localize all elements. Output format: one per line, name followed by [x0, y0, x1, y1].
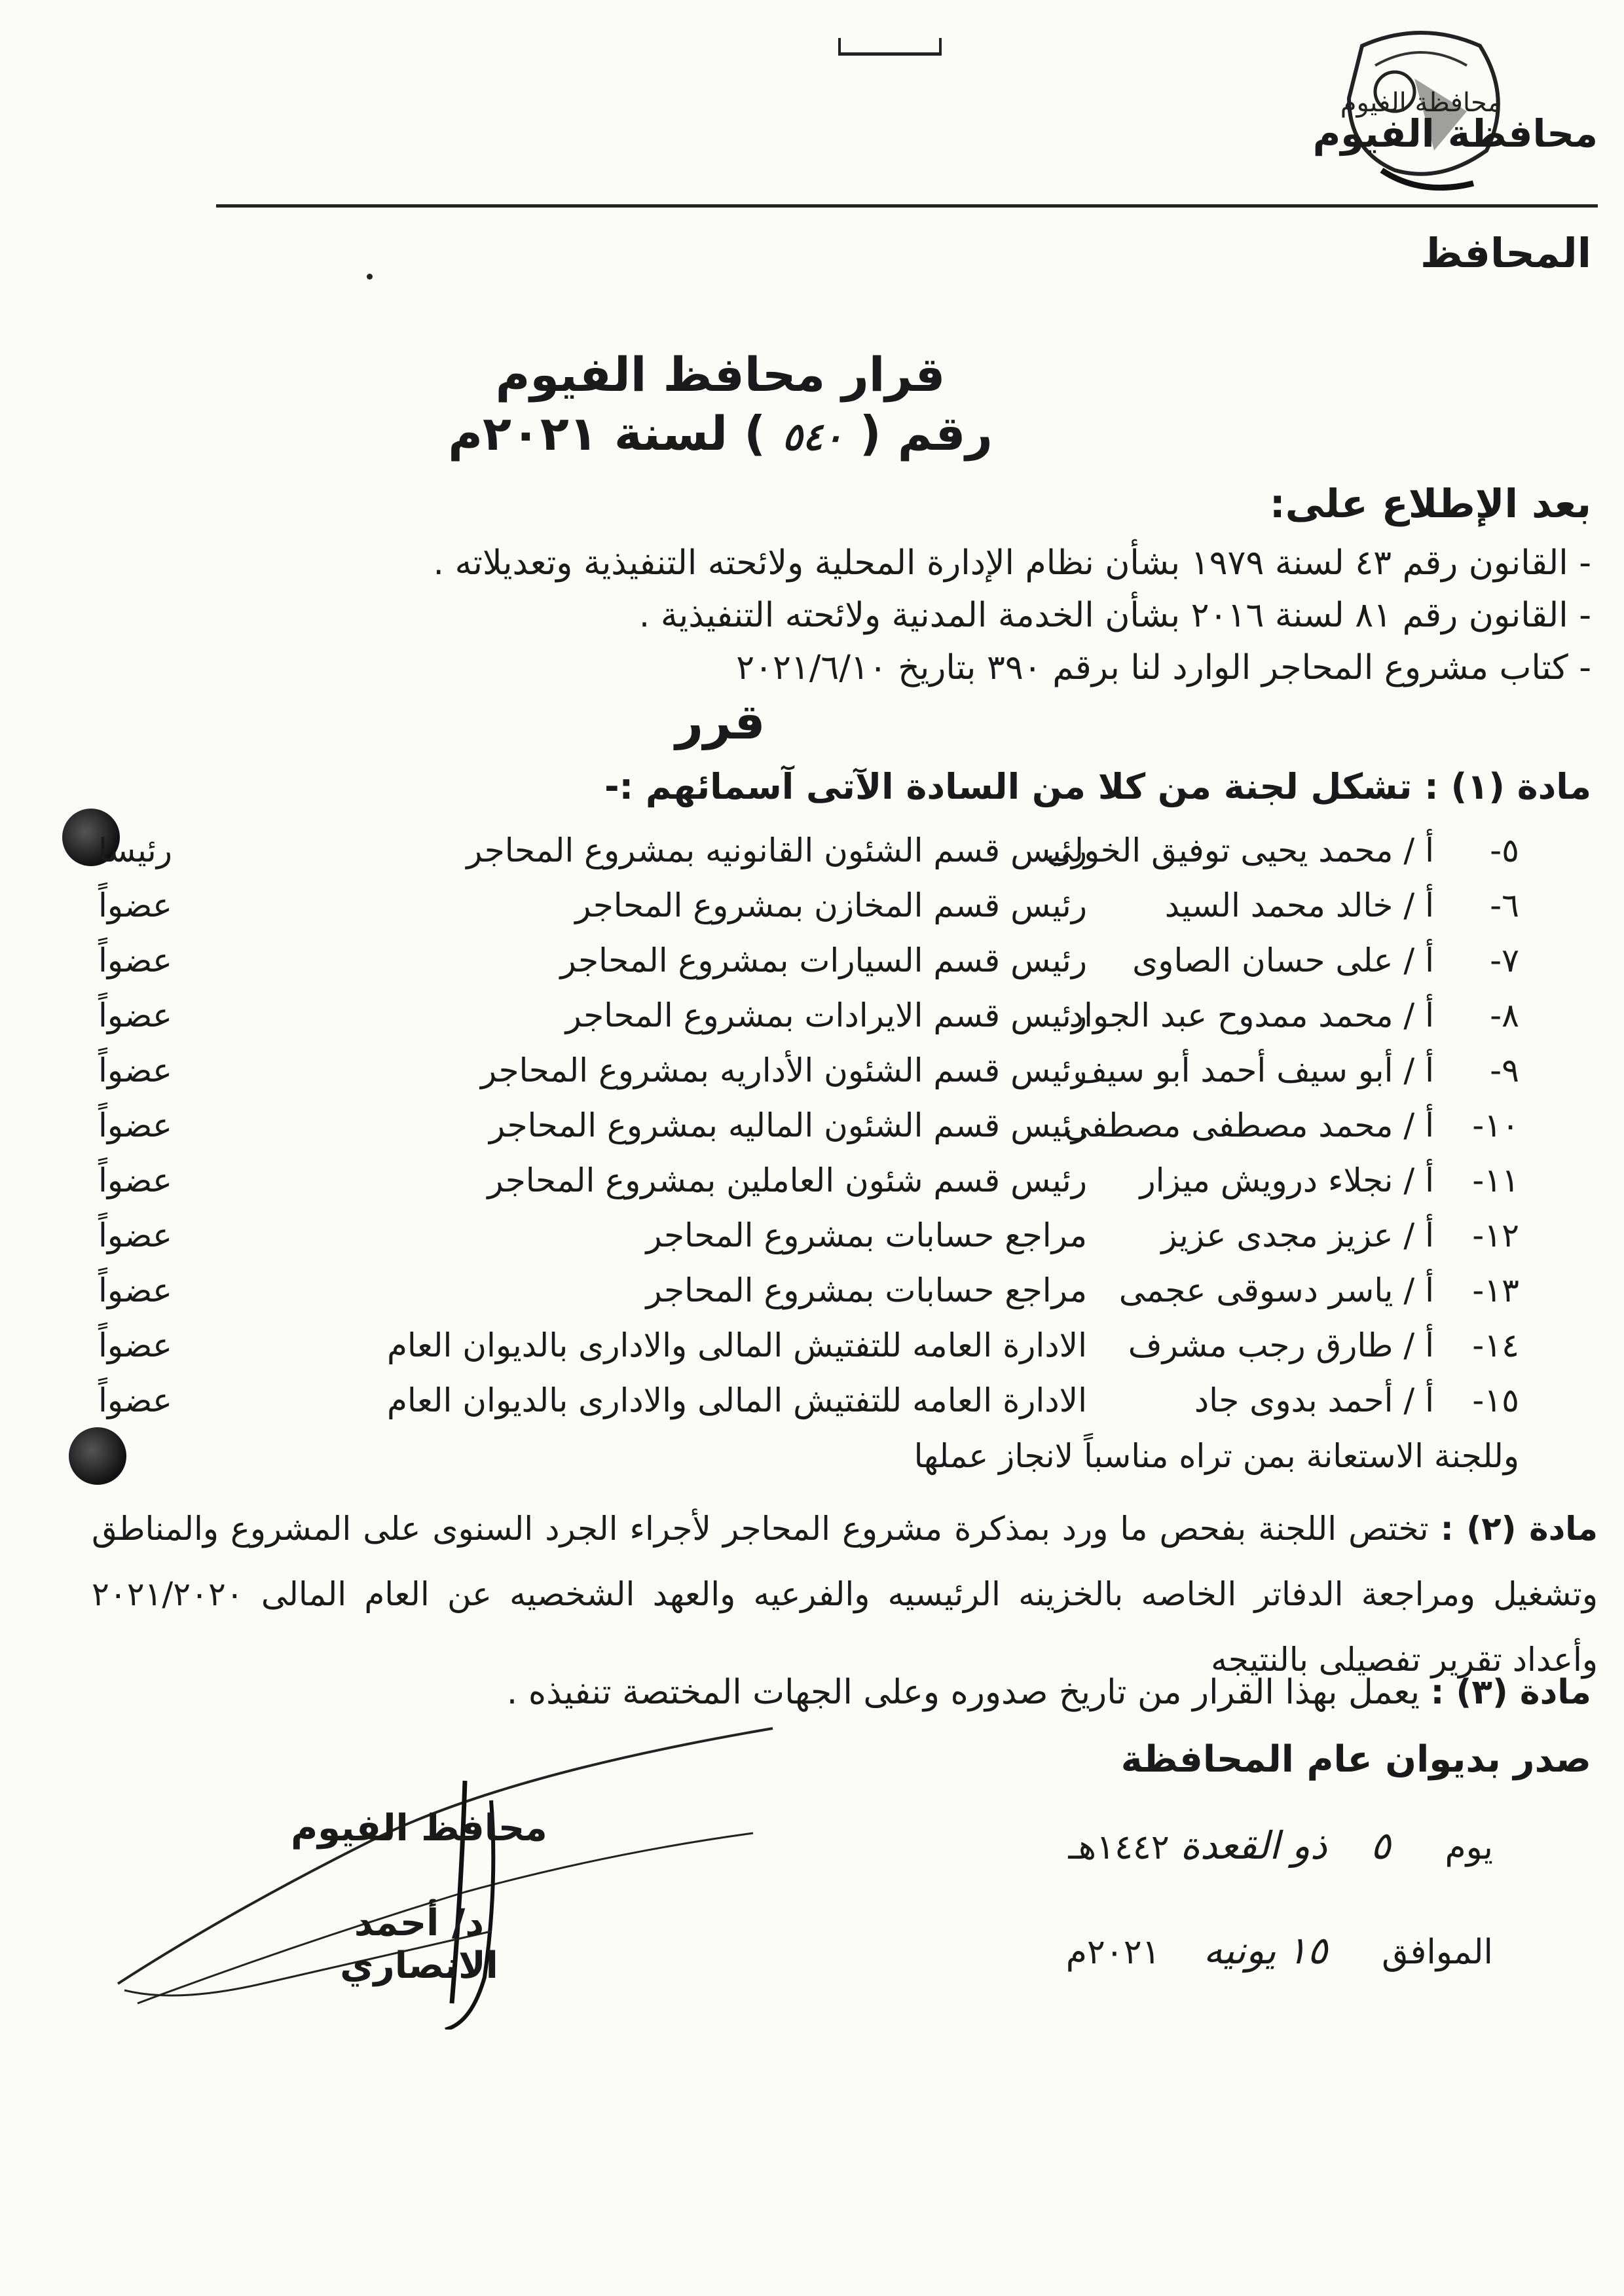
member-title: رئيس قسم الشئون الماليه بمشروع المحاجر — [489, 1106, 1087, 1144]
header-divider — [216, 204, 1598, 208]
members-table — [0, 831, 1624, 1421]
member-title: رئيس قسم الشئون الأداريه بمشروع المحاجر — [481, 1051, 1087, 1089]
gregorian-label: الموافق — [1382, 1933, 1493, 1972]
member-name: أ / نجلاء درويش ميزار — [1139, 1161, 1434, 1199]
table-row — [0, 831, 1624, 884]
article-3-label: مادة (٣) : — [1430, 1673, 1591, 1712]
number-prefix: رقم ( — [859, 406, 993, 461]
preamble-item-3: - كتاب مشروع المحاجر الوارد لنا برقم ٣٩٠ بتاريخ ٢٠٢١/٦/١٠ — [736, 648, 1591, 687]
member-number: ١٤- — [1472, 1326, 1519, 1364]
member-title: رئيس قسم شئون العاملين بمشروع المحاجر — [487, 1161, 1087, 1199]
member-number: ١٣- — [1472, 1271, 1519, 1309]
punch-hole — [69, 1427, 126, 1485]
article-1-text: تشكل لجنة من كلا من السادة الآتى آسمائهم :- — [604, 766, 1412, 807]
article-1-label: مادة (١) : — [1424, 766, 1591, 807]
preamble-item-2: - القانون رقم ٨١ لسنة ٢٠١٦ بشأن الخدمة المدنية ولائحته التنفيذية . — [638, 596, 1591, 635]
speck — [367, 274, 373, 280]
table-row — [0, 1106, 1624, 1159]
hijri-day: ٥ — [1370, 1823, 1391, 1868]
member-number: ٦- — [1490, 886, 1519, 924]
member-role: عضواً — [98, 1161, 172, 1199]
member-role: عضواً — [98, 1051, 172, 1089]
member-name: أ / عزيز مجدى عزيز — [1161, 1216, 1434, 1254]
article-2-text: تختص اللجنة بفحص ما ورد بمذكرة مشروع المحاجر لأجراء الجرد السنوى على المشروع والمناطق وتشغيل ومراجعة الدفاتر الخاصه بالخزينه الرئيسيه والفرعيه والعهد الشخصيه عن العام المالى ٢٠٢١/٢٠٢٠ وأعداد تقرير تفصيلى بالنتيجه — [92, 1510, 1598, 1679]
top-mark — [838, 38, 942, 56]
member-role: رئيسا — [98, 831, 172, 869]
table-row — [0, 1216, 1624, 1269]
member-name: أ / خالد محمد السيد — [1164, 886, 1434, 924]
decree-number: ٥٤٠ — [782, 414, 843, 459]
member-number: ٥- — [1490, 831, 1519, 869]
signatory-name: د/ أحمد الانصاري — [340, 1902, 498, 1987]
member-title: رئيس قسم الايرادات بمشروع المحاجر — [565, 996, 1087, 1034]
issued-label: صدر بديوان عام المحافظة — [1120, 1738, 1591, 1781]
preamble-item-1: - القانون رقم ٤٣ لسنة ١٩٧٩ بشأن نظام الإدارة المحلية ولائحته التنفيذية وتعديلاته . — [433, 543, 1591, 583]
table-row — [0, 1326, 1624, 1379]
member-title: رئيس قسم الشئون القانونيه بمشروع المحاجر — [466, 831, 1087, 869]
member-role: عضواً — [98, 1216, 172, 1254]
member-title: رئيس قسم السيارات بمشروع المحاجر — [560, 941, 1087, 979]
member-title: الادارة العامه للتفتيش المالى والادارى بالديوان العام — [386, 1326, 1087, 1364]
member-name: أ / محمد مصطفى مصطفى — [1064, 1106, 1434, 1144]
hijri-month: ذو القعدة — [1180, 1823, 1327, 1868]
hijri-year: ١٤٤٢هـ — [1068, 1828, 1170, 1867]
member-role: عضواً — [98, 886, 172, 924]
member-name: أ / طارق رجب مشرف — [1128, 1326, 1434, 1364]
member-role: عضواً — [98, 1326, 172, 1364]
table-row — [0, 1271, 1624, 1324]
table-row — [0, 996, 1624, 1049]
decree-word: قرر — [675, 694, 766, 750]
office-label: المحافظ — [1420, 229, 1591, 277]
member-name: أ / محمد يحيى توفيق الخولى — [1046, 831, 1434, 869]
member-role: عضواً — [98, 941, 172, 979]
decree-number-line — [0, 406, 1532, 461]
table-row — [0, 1161, 1624, 1214]
member-number: ٧- — [1490, 941, 1519, 979]
article-2-label: مادة (٢) : — [1440, 1510, 1598, 1548]
table-row — [0, 941, 1624, 994]
article-1 — [604, 766, 1591, 807]
article-3-text: يعمل بهذا القرار من تاريخ صدوره وعلى الجهات المختصة تنفيذه . — [506, 1673, 1420, 1712]
gregorian-month: يونيه — [1203, 1928, 1276, 1973]
member-number: ٨- — [1490, 996, 1519, 1034]
gregorian-date — [1066, 1928, 1493, 1973]
table-row — [0, 1381, 1624, 1434]
member-title: مراجع حسابات بمشروع المحاجر — [646, 1216, 1087, 1254]
member-name: أ / أبو سيف أحمد أبو سيف — [1073, 1051, 1434, 1089]
table-row — [0, 886, 1624, 939]
member-role: عضواً — [98, 1271, 172, 1309]
decree-title: قرار محافظ الفيوم — [495, 347, 946, 402]
member-number: ١٢- — [1472, 1216, 1519, 1254]
table-row — [0, 1051, 1624, 1104]
member-name: أ / ياسر دسوقى عجمى — [1118, 1271, 1434, 1309]
number-suffix: ) لسنة ٢٠٢١م — [448, 406, 766, 461]
signatory-position: محافظ الفيوم — [291, 1807, 547, 1850]
preamble-heading: بعد الإطلاع على: — [1269, 481, 1591, 527]
authority-label: محافظة الفيوم — [1312, 111, 1598, 156]
member-role: عضواً — [98, 1381, 172, 1419]
committee-note: وللجنة الاستعانة بمن تراه مناسباً لانجاز عملها — [913, 1437, 1519, 1475]
member-name: أ / محمد ممدوح عبد الجواد — [1069, 996, 1434, 1034]
svg-text:محافظة الفيوم: محافظة الفيوم — [1340, 88, 1502, 118]
member-role: عضواً — [98, 1106, 172, 1144]
gregorian-day: ١٥ — [1287, 1928, 1328, 1973]
member-role: عضواً — [98, 996, 172, 1034]
member-title: رئيس قسم المخازن بمشروع المحاجر — [575, 886, 1087, 924]
member-title: الادارة العامه للتفتيش المالى والادارى بالديوان العام — [386, 1381, 1087, 1419]
member-number: ٩- — [1490, 1051, 1519, 1089]
hijri-date — [1068, 1823, 1493, 1868]
member-title: مراجع حسابات بمشروع المحاجر — [646, 1271, 1087, 1309]
member-number: ١٠- — [1472, 1106, 1519, 1144]
governorate-seal-icon — [1323, 20, 1519, 196]
gregorian-year: ٢٠٢١م — [1065, 1933, 1160, 1972]
member-number: ١١- — [1472, 1161, 1519, 1199]
member-name: أ / أحمد بدوى جاد — [1194, 1381, 1434, 1419]
member-number: ١٥- — [1472, 1381, 1519, 1419]
signature-block — [275, 1807, 563, 1987]
hijri-label: يوم — [1445, 1828, 1493, 1867]
member-name: أ / على حسان الصاوى — [1132, 941, 1434, 979]
